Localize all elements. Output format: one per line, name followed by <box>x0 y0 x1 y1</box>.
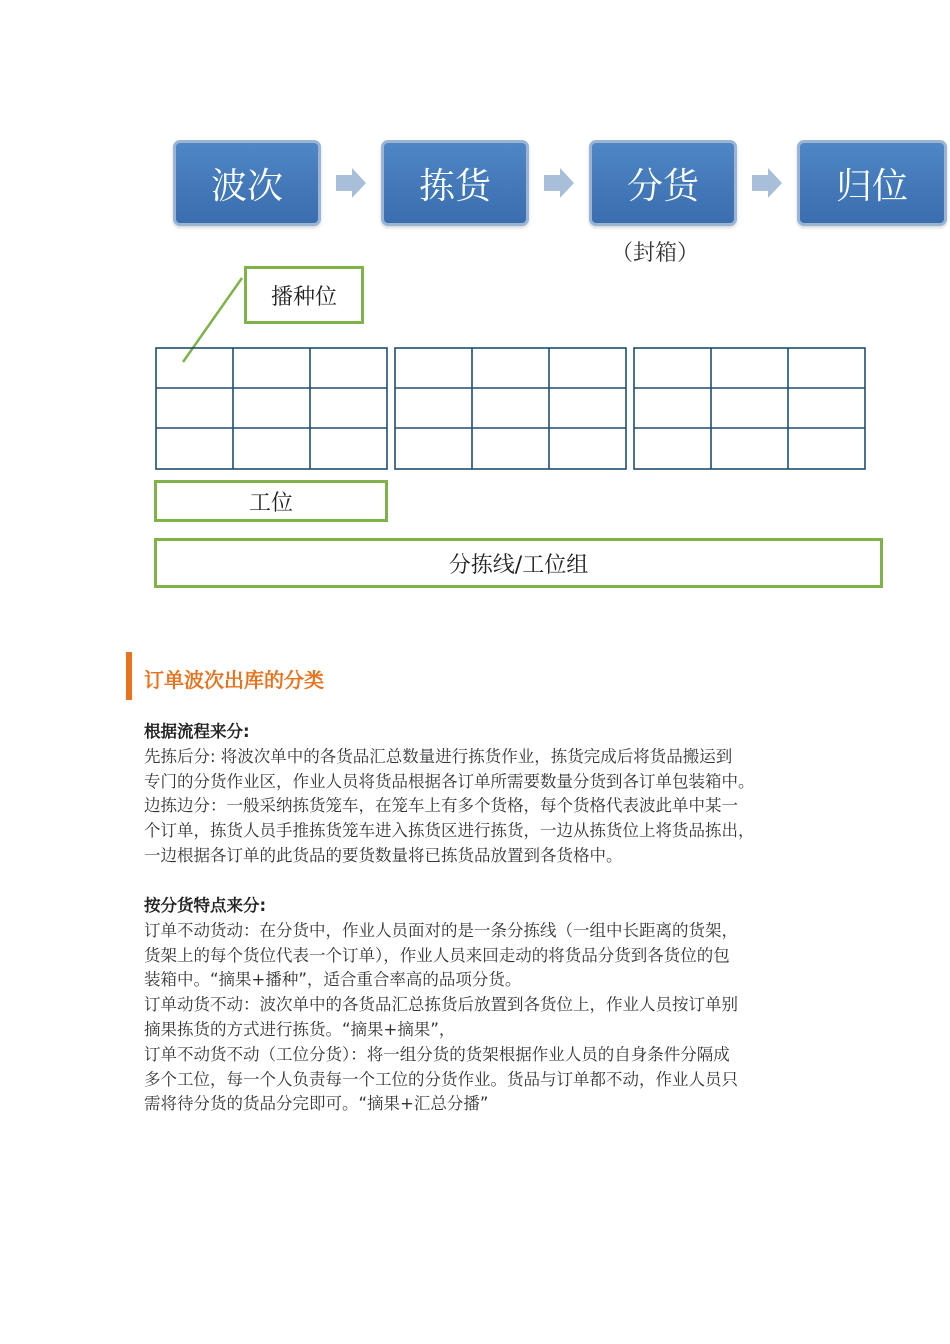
text-line: 需将待分货的货品分完即可。“摘果+汇总分播” <box>144 1094 489 1114</box>
section-accent-bar <box>126 652 132 700</box>
shelf-grid-2 <box>394 347 628 469</box>
sorting-line-box <box>154 538 883 588</box>
flow-step-return <box>797 140 947 226</box>
text-line: 专门的分货作业区，作业人员将货品根据各订单所需要数量分货到各订单包装箱中。 <box>144 771 755 791</box>
seeding-slot-box <box>244 266 364 324</box>
right-arrow-icon <box>334 166 368 200</box>
group-title: 按分货特点来分: <box>144 896 267 915</box>
text-line: 货架上的每个货位代表一个订单），作业人员来回走动的将货品分货到各货位的包 <box>144 945 730 965</box>
shelf-grid-3 <box>633 347 867 469</box>
text-line: 订单不动货不动（工位分货）：将一组分货的货架根据作业人员的自身条件分隔成 <box>144 1044 730 1064</box>
content-group-process <box>144 720 824 869</box>
shelf-grid-1 <box>155 347 389 469</box>
text-line: 摘果拣货的方式进行拣货。“摘果+摘果”， <box>144 1019 456 1039</box>
flow-step-picking <box>381 140 529 226</box>
text-line: 装箱中。“摘果+播种”，适合重合率高的品项分货。 <box>144 970 522 990</box>
section-title: 订单波次出库的分类 <box>144 668 324 692</box>
flow-step-wave <box>173 140 321 226</box>
text-line: 先拣后分: 将波次单中的各货品汇总数量进行拣货作业，拣货完成后将货品搬运到 <box>144 746 733 766</box>
text-line: 多个工位，每一个人负责每一个工位的分货作业。货品与订单都不动，作业人员只 <box>144 1069 738 1089</box>
seeding-slot-label: 播种位 <box>270 284 337 310</box>
content-group-sorting <box>144 894 824 1117</box>
flow-step-label: 拣货 <box>418 165 491 207</box>
flow-step-sorting <box>589 140 737 226</box>
group-title: 根据流程来分: <box>144 722 250 741</box>
sorting-line-label: 分拣线/工位组 <box>448 552 589 578</box>
flow-step-label: 分货 <box>626 165 699 207</box>
sealing-note: （封箱） <box>610 241 699 266</box>
workstation-label: 工位 <box>248 490 293 516</box>
text-line: 边拣边分：一般采纳拣货笼车，在笼车上有多个货格，每个货格代表波此单中某一 <box>144 796 738 816</box>
text-line: 订单动货不动：波次单中的各货品汇总拣货后放置到各货位上，作业人员按订单别 <box>144 995 738 1015</box>
text-line: 订单不动货动：在分货中，作业人员面对的是一条分拣线（一组中长距离的货架， <box>144 920 738 940</box>
flow-step-label: 波次 <box>210 165 283 207</box>
text-line: 一边根据各订单的此货品的要货数量将已拣货品放置到各货格中。 <box>144 845 623 865</box>
workstation-box <box>154 480 388 522</box>
right-arrow-icon <box>750 166 784 200</box>
right-arrow-icon <box>542 166 576 200</box>
flow-step-label: 归位 <box>835 165 908 207</box>
text-line: 个订单，拣货人员手推拣货笼车进入拣货区进行拣货，一边从拣货位上将货品拣出， <box>144 821 755 841</box>
